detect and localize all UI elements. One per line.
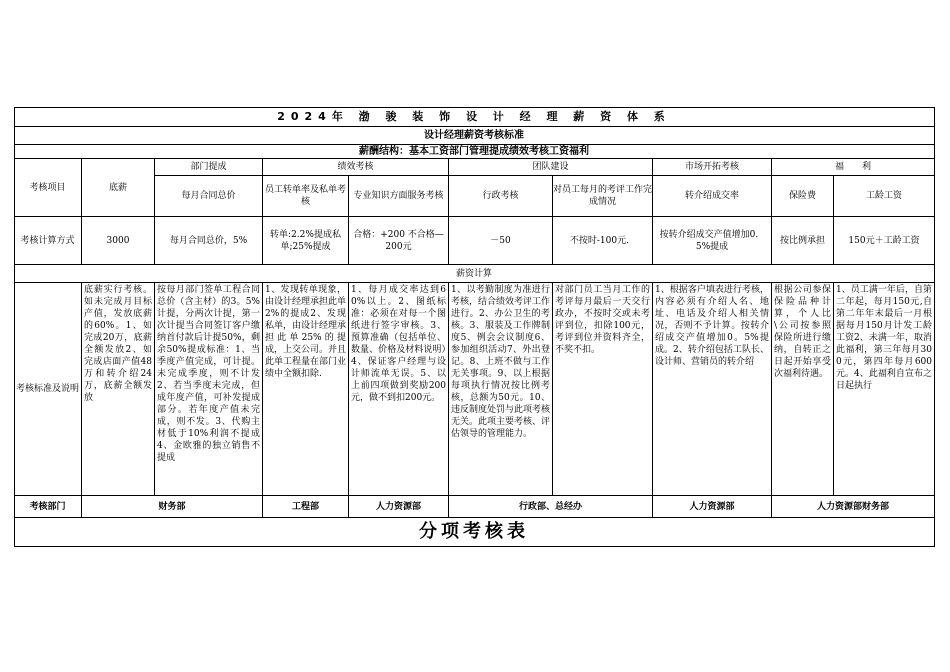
header-market: 市场开拓考核 xyxy=(653,159,772,176)
header-welfare: 福 利 xyxy=(772,159,935,176)
header-contract-total: 每月合同总价 xyxy=(155,176,263,217)
dept-label: 考核部门 xyxy=(14,496,82,518)
standard-admin: 1、以考勤制度为准进行考核，结合绩效考评工作进行。2、办公卫生的考核。3、服装及工作牌制度5、例会会议制度6、参加组织活动7、外出登记。8、上班不做与工作无关事项。9、以上根据每项执行情况按比例考核，总额为50元。10、违反制度处罚与此项考核无关。此项主要考核、评估领导的管理能力。 xyxy=(449,283,553,496)
header-performance: 绩效考核 xyxy=(263,159,449,176)
calc-base: 3000 xyxy=(82,217,155,265)
calc-knowledge: 合格：+200 不合格—200元 xyxy=(349,217,449,265)
standard-knowledge: 1、每月成交率达到60%以上。2、图纸标准：必须在对每一个图纸进行签字审核。3、预算准确（包括单位、数量、价格及材料说明）4、保证客户经理与设计师流单无误。5、以上前四项做到奖励200元，做不到扣200元。 xyxy=(349,283,449,496)
dept-hr-finance: 人力资源部财务部 xyxy=(772,496,935,518)
salary-structure: 薪酬结构：基本工资部门管理提成绩效考核工资福利 xyxy=(14,145,935,159)
header-dept-commission: 部门提成 xyxy=(155,159,263,176)
header-item: 考核项目 xyxy=(14,159,82,217)
sheet-subtitle: 设计经理薪资考核标准 xyxy=(14,127,935,145)
standard-seniority: 1、员工满一年后，自第二年起，每月150元,自第二年年末最后一月根据每月150月计发工龄工资2、未满一年，取消此福利，第三年每月300元，第四年每月600元。4、此福利自宣布之日起执行 xyxy=(834,283,935,496)
standard-base: 底薪实行考核。如未完成月目标产值，发放底薪的60%。1、如完成20万，底薪全额发放2、如完成店面产值48万和转介绍24万，底薪全额发放 xyxy=(82,283,155,496)
header-admin: 行政考核 xyxy=(449,176,553,217)
standard-contract-total: 按每月部门签单工程合同总价（含主材）的3。5%计提，分两次计提，第一次计提当合同签订客户缴纳首付款后计提50%，剩余50%提成标准：1、当季度产值完成，可计提。未完成季度，则不计发2、若当季度未完成，但成年度产值，可补发提成部分。若年度产值未完成，则不发。3、代购主材低于10%利润不提成4、金欧雅的独立销售不提成 xyxy=(155,283,263,496)
standard-insurance: 根据公司参保保险品种计算，个人比\公司按参照保险所进行缴纳，自转正之日起开始享受次福利待遇。 xyxy=(772,283,834,496)
header-team: 团队建设 xyxy=(449,159,653,176)
sub-assessment-title: 分项考核表 xyxy=(14,518,935,547)
header-referral-rate: 转介绍成交率 xyxy=(653,176,772,217)
header-staff-eval: 对员工每月的考评工作完成情况 xyxy=(553,176,653,217)
salary-calc-heading: 薪资计算 xyxy=(14,265,935,283)
standard-referral-rate: 1、根据客户填表进行考核，内容必须有介绍人名、地址、电话及介绍人相关情况，否则不予计算。按转介绍成交产值增加0。5%提成。2、转介绍包括工队长、设计师、营销员的转介绍 xyxy=(653,283,772,496)
dept-finance: 财务部 xyxy=(82,496,263,518)
calc-contract-total: 每月合同总价，5% xyxy=(155,217,263,265)
calc-staff-eval: 不按时-100元． xyxy=(553,217,653,265)
calc-transfer-rate: 转单:2.2%提成私单;25%提成 xyxy=(263,217,349,265)
dept-admin-gm: 行政部、总经办 xyxy=(449,496,653,518)
sheet-title: 2024年 渤 骏 装 饰 设 计 经 理 薪 资 体 系 xyxy=(14,107,935,127)
dept-hr-market: 人力资源部 xyxy=(653,496,772,518)
standard-staff-eval: 对部门员工当月工作的考评每月最后一天交行政办，不按时交或未考评到位，扣除100元，考评到位并资料齐全，不奖不扣。 xyxy=(553,283,653,496)
calc-insurance: 按比例承担 xyxy=(772,217,834,265)
calc-referral-rate: 按转介绍成交产值增加0．5%提成 xyxy=(653,217,772,265)
standard-label: 考核标准及说明 xyxy=(14,283,82,496)
calc-seniority: 150元＋工龄工资 xyxy=(834,217,935,265)
header-base: 底薪 xyxy=(82,159,155,217)
calc-admin: －50 xyxy=(449,217,553,265)
dept-engineering: 工程部 xyxy=(263,496,349,518)
header-insurance: 保险费 xyxy=(772,176,834,217)
salary-sheet xyxy=(14,107,935,547)
standard-transfer-rate: 1、发现转单现象，由设计经理承担此单2%的提成2、发现私单，由设计经理承担此单25%的提成，上交公司。并且此单工程量在部门业绩中全额扣除. xyxy=(263,283,349,496)
header-seniority: 工龄工资 xyxy=(834,176,935,217)
calc-label: 考核计算方式 xyxy=(14,217,82,265)
header-transfer-rate: 员工转单率及私单考核 xyxy=(263,176,349,217)
dept-hr: 人力资源部 xyxy=(349,496,449,518)
header-knowledge: 专业知识方面服务考核 xyxy=(349,176,449,217)
